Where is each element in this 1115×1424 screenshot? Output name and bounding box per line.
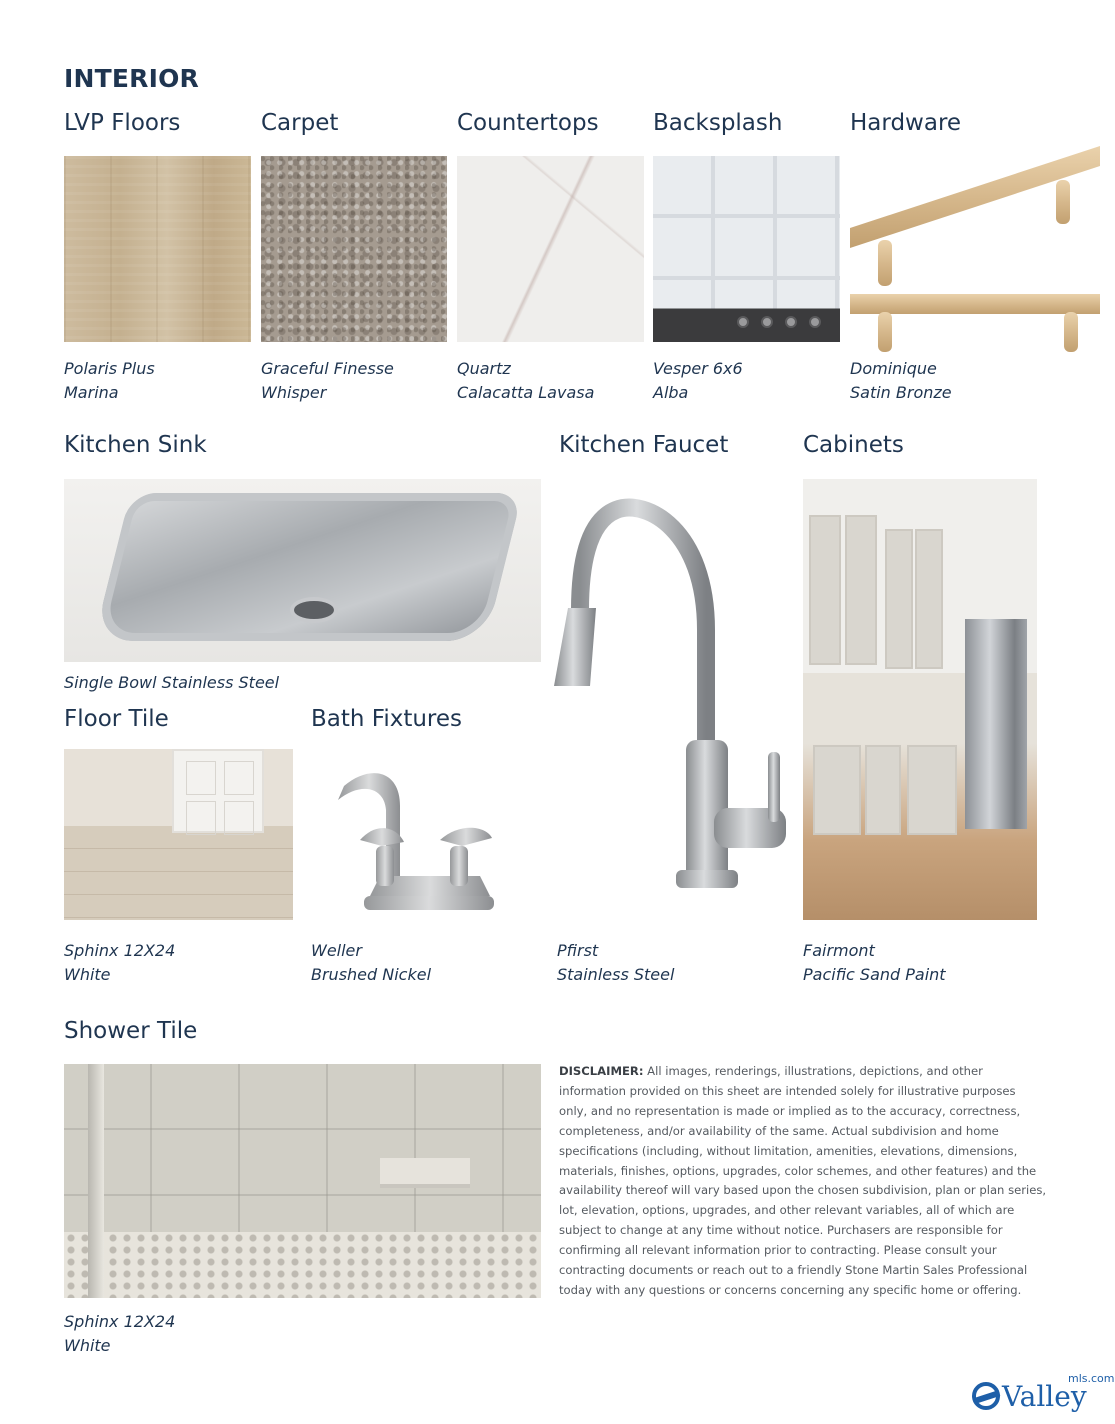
kitchen-faucet-image — [546, 490, 790, 900]
cabinets-caption: Fairmont Pacific Sand Paint — [803, 941, 946, 984]
floor-tile-title: Floor Tile — [64, 706, 169, 732]
backsplash-title: Backsplash — [653, 110, 783, 136]
bath-fixtures-title: Bath Fixtures — [311, 706, 463, 732]
kitchen-sink-image — [64, 479, 541, 662]
cabinets-title: Cabinets — [803, 432, 904, 458]
floor-tile-image — [64, 749, 293, 920]
page-title: INTERIOR — [64, 64, 200, 93]
shower-tile-image — [64, 1064, 541, 1298]
cabinets-image — [803, 479, 1037, 920]
floor-tile-caption: Sphinx 12X24 White — [64, 941, 176, 984]
kitchen-sink-title: Kitchen Sink — [64, 432, 207, 458]
bath-fixtures-caption: Weller Brushed Nickel — [311, 941, 432, 984]
lvp-floors-title: LVP Floors — [64, 110, 181, 136]
valley-mls-logo: Valley — [972, 1378, 1087, 1414]
kitchen-sink-caption: Single Bowl Stainless Steel — [64, 673, 280, 692]
hardware-pulls-image — [848, 140, 1100, 358]
shower-tile-title: Shower Tile — [64, 1018, 198, 1044]
countertops-caption: Quartz Calacatta Lavasa — [457, 359, 595, 402]
disclaimer-text: DISCLAIMER: All images, renderings, illustrations, depictions, and other information provided on this sheet are intended solely for illustrative purposes only, and no representation is made or implied as to the accuracy, correctness, completeness, and/or availability of the same. Actual subdivision and home specifications (including, without limitation, amenities, elevations, dimensions, materials, finishes, options, upgrades, color schemes, and other features) and the availability thereof will vary based upon the chosen subdivision, plan or plan series, lot, elevation, options, upgrades, and other relevant variables, all of which are subject to change at any time without notice. Purchasers are responsible for confirming all relevant information prior to contracting. Please consult your contracting documents or reach out to a friendly Stone Martin Sales Professional today with any questions or concerns concerning any specific home or offering. — [559, 1064, 1047, 1297]
countertops-title: Countertops — [457, 110, 599, 136]
carpet-caption: Graceful Finesse Whisper — [261, 359, 394, 402]
shower-tile-caption: Sphinx 12X24 White — [64, 1312, 176, 1355]
kitchen-faucet-title: Kitchen Faucet — [559, 432, 729, 458]
valley-logo-icon — [972, 1382, 1000, 1410]
lvp-floors-caption: Polaris Plus Marina — [64, 359, 155, 402]
valley-logo-suffix: mls.com — [1068, 1372, 1115, 1385]
carpet-swatch — [261, 156, 447, 342]
backsplash-caption: Vesper 6x6 Alba — [653, 359, 743, 402]
quartz-swatch — [457, 156, 644, 342]
bath-fixtures-image — [330, 756, 498, 916]
hardware-caption: Dominique Satin Bronze — [850, 359, 952, 402]
hardware-title: Hardware — [850, 110, 962, 136]
kitchen-faucet-caption: Pfirst Stainless Steel — [557, 941, 675, 984]
carpet-title: Carpet — [261, 110, 339, 136]
backsplash-swatch — [653, 156, 840, 342]
lvp-floor-swatch — [64, 156, 251, 342]
